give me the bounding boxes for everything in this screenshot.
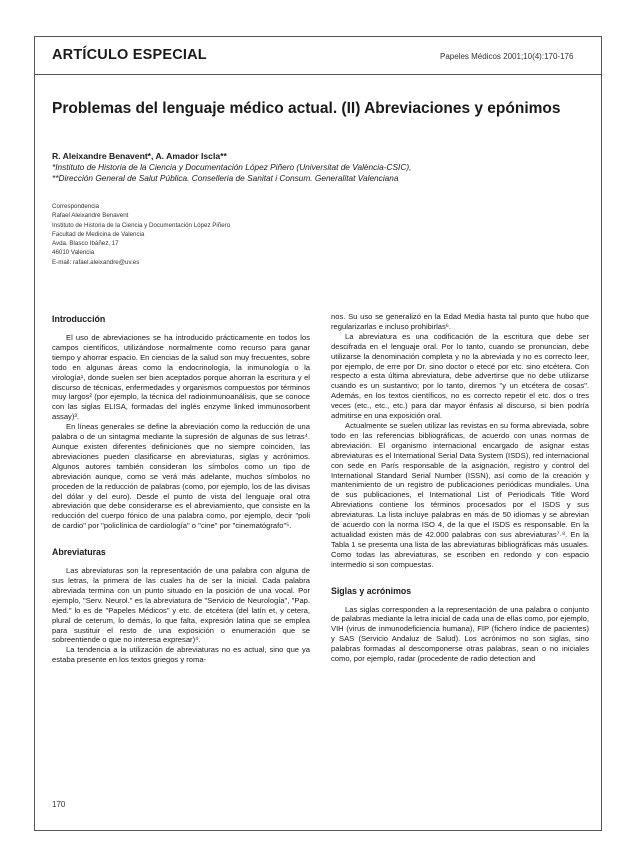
article-authors: R. Aleixandre Benavent*, A. Amador Iscla** — [52, 151, 227, 161]
heading-abreviaturas: Abreviaturas — [52, 547, 106, 558]
right-column — [331, 312, 589, 664]
paragraph: La abreviatura es una codificación de la escritura que debe ser descifrada en el lenguaje oral. Por lo tanto, cuando se pronuncian, debe utilizarse la denominación completa y no la abreviada y no es correcto leer, por ejemplo, de erre por Dr. sino doctor o etecé por etc. sino etcétera. Con respecto a esta última abreviatura, debe advertirse que no debe utilizarse cuando es un sustantivo; por lo tanto, diremos "y un etcétera de cosas". Además, en los textos científicos, no es correcto repetir el etc. dos o tres veces (etc., etc., etc.) para dar mayor énfasis al discurso, si bien podría admitirse en una exposición oral. — [331, 331, 589, 421]
author-affiliations — [52, 162, 592, 183]
paragraph: La tendencia a la utilización de abreviaturas no es actual, sino que ya estaba presente en los textos griegos y roma- — [52, 645, 310, 665]
paragraph: nos. Su uso se generalizó en la Edad Media hasta tal punto que hubo que regularizarlas e incluso prohibirlas⁶. — [331, 312, 589, 331]
affiliation-line: *Instituto de Historia de la Ciencia y Documentación López Piñero (Universitat de València-CSIC), — [52, 162, 412, 172]
paragraph: Actualmente se suelen utilizar las revistas en su forma abreviada, sobre todo en las referencias bibliográficas, de acuerdo con unas normas de abreviación. El organismo internacional encargado de asignar estas abreviaturas es el International Serial Data System (ISDS), red internacional con sede en París responsable de la asignación, registro y control del International Standard Serial Number (ISSN), así como de la creación y mantenimiento de un registro de publicaciones periódicas mundiales. Una de sus publicaciones, el International List of Periodicals Title Word Abreviations contiene los términos procesados por el ISDS y sus abreviaturas. La lista incluye palabras en más de 50 idiomas y se abrevian de acuerdo con la norma ISO 4, de la que el ISDS es responsable. En la actualidad existen más de 42.000 palabras con sus abreviaturas⁷·⁸. En la Tabla 1 se presenta una lista de las abreviaturas bibliográficas más usuales. Como todas las abreviaturas, se escriben en redondo y con espacio intermedio si son compuestas. — [331, 420, 589, 569]
affiliation-line: **Dirección General de Salut Pública. Conselleria de Sanitat i Consum. Generalitat Valenciana — [52, 172, 399, 183]
left-column — [52, 312, 310, 665]
correspondence-line: Rafael Aleixandre Benavent — [52, 212, 129, 220]
correspondence-line: Facultad de Medicina de Valencia — [52, 230, 145, 238]
paragraph: El uso de abreviaciones se ha introducido prácticamente en todos los campos científicos, utilizándose normalmente como recurso para ganar tiempo y ahorrar espacio. En ciencias de la salud son muy frecuentes, sobre todo en algunas áreas como la endocrinología, la inmunología o la virología¹, donde suelen ser bien aceptados porque ahorran la escritura y el discurso de técnicas, enfermedades y organismos compuestos por términos muy largos² (por ejemplo, la técnica del radioinmunoanálisis, que se conoce con las siglas ELISA, formadas del inglés enzyme linked immunosorbent assay)³. — [52, 333, 310, 422]
journal-reference: Papeles Médicos 2001;10(4):170-176 — [440, 52, 574, 61]
heading-introduccion: Introducción — [52, 314, 106, 324]
section-label: ARTÍCULO ESPECIAL — [52, 47, 207, 63]
correspondence-line: Avda. Blasco Ibáñez, 17 — [52, 240, 119, 248]
paragraph: Las abreviaturas son la representación de una palabra con alguna de sus letras, la primera de las cuales ha de ser la inicial. Cada palabra abreviada termina con un punto situado en la posición de una vocal. Por ejemplo, "Serv. Neurol." es la abreviatura de "Servicio de Neurología", "Pap. Med." lo es de "Papeles Médicos" y etc. de etcétera (del latín et, y cetera, plural de ceterum, lo demás, lo que falta, expresión latina que se emplea para sustituir el resto de una exposición o enumeración que se sobreentiende o que no interesa expresar)⁴. — [52, 566, 310, 645]
correspondence-email[interactable]: E-mail: rafael.aleixandre@uv.es — [52, 258, 140, 266]
article-title: Problemas del lenguaje médico actual. (II) Abreviaciones y epónimos — [52, 100, 561, 117]
correspondence-block — [52, 202, 230, 267]
paragraph: En líneas generales se define la abreviación como la reducción de una palabra o de un sintagma mediante la supresión de algunas de sus letras⁴. Aunque existen diferentes definiciones que no siempre coinciden, las abreviaciones pueden clasificarse en abreviaturas, siglas y acrónimos. Algunos autores también consideran los símbolos como un tipo de abreviación aunque, como se verá más adelante, muchos símbolos no proceden de la reducción de palabras (como, por ejemplo, los de las divisas del dólar y del euro). Desde el punto de vista del lenguaje oral otra abreviación que debe considerarse es el abreviamiento, que consiste en la reducción del cuerpo fónico de una palabra como, por ejemplo, decir "poli de cardio" por "policlínica de cardiología" o "cine" por "cinematógrafo"⁵. — [52, 422, 310, 531]
correspondence-line: 46010 Valencia — [52, 249, 95, 257]
paragraph: Las siglas corresponden a la representación de una palabra o conjunto de palabras mediante la letra inicial de cada una de ellas como, por ejemplo, VIH (virus de inmunodeficiencia humana), FIP (fichero índice de pacientes) y SAS (Servicio Andaluz de Salud). Los acrónimos no son siglas, sino palabras formadas al descomponerse otras palabras, sean o no iniciales como, por ejemplo, radar (procedente de radio detection and — [331, 604, 589, 664]
correspondence-line: Instituto de Historia de la Ciencia y Documentación López Piñero — [52, 221, 231, 229]
heading-siglas-acronimos: Siglas y acrónimos — [331, 585, 412, 596]
page-number: 170 — [52, 800, 66, 809]
header-divider — [34, 74, 601, 75]
correspondence-line: Correspondencia — [52, 203, 100, 210]
